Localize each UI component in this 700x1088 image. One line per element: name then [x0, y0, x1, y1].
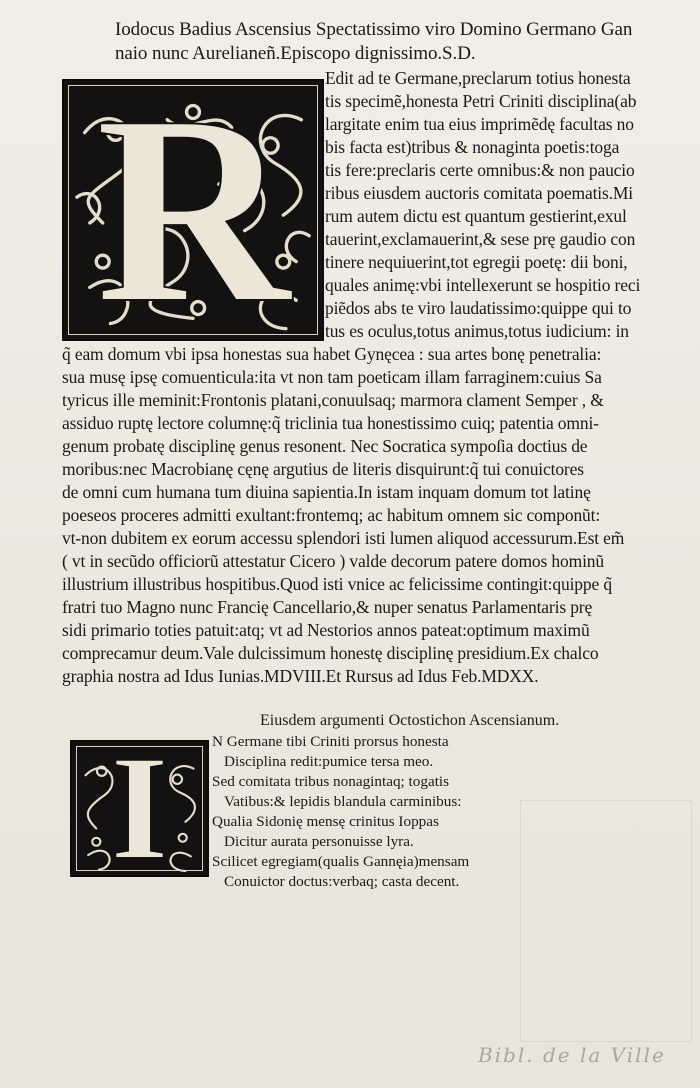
text-line: q̃ eam domum vbi ipsa honestas sua habet Gynęcea : sua artes bonę penetralia:	[62, 344, 602, 364]
letter-heading	[115, 18, 695, 66]
verse-line: Dicitur aurata personuisse lyra.	[224, 833, 414, 850]
initial-letter: R	[95, 79, 291, 341]
heading-line-1: Iodocus Badius Ascensius Spectatissimo viro Domino Germano Gan	[115, 19, 633, 40]
text-line: de omni cum humana tum diuina sapientia.In istam inquam domum tot latinę	[62, 482, 591, 502]
text-line: comprecamur deum.Vale dulcissimum honestę disciplinę presidium.Ex chalco	[62, 643, 599, 663]
text-line: tus es oculus,totus animus,totus iudicium: in	[325, 321, 629, 341]
text-line: rum autem dictu est quantum gestierint,exul	[325, 206, 627, 226]
text-line: poeseos proceres admitti exultant:frontemq; ac habitum omnem sic componũt:	[62, 505, 601, 525]
text-line: ribus eiusdem auctoris comitata poematis.Mi	[325, 183, 633, 203]
decorated-initial-r	[62, 79, 324, 341]
text-line: quales animę:vbi intellexerunt se hospitio reci	[325, 275, 641, 295]
decorated-initial-i	[70, 740, 209, 877]
text-line: vt-non dubitem ex eorum accessu splendori isti lumen aliquod accessurum.Est em̃	[62, 528, 625, 548]
text-line: largitate enim tua eius imprimẽdę facultas no	[325, 114, 634, 134]
text-line: assiduo ruptę lectore columnę:q̃ triclinia tua honestissimo cuiq; patentia omni-	[62, 413, 599, 433]
poem-title: Eiusdem argumenti Octostichon Ascensianum.	[260, 712, 560, 729]
verse-line: Vatibus:& lepidis blandula carminibus:	[224, 793, 462, 810]
text-line: tyricus ille meminit:Frontonis platani,conuulsaq; marmora clament Semper , &	[62, 390, 604, 410]
verse-line: N Germane tibi Criniti prorsus honesta	[212, 733, 449, 750]
verse-line: Scilicet egregiam(qualis Gannęia)mensam	[212, 853, 470, 870]
verse-line: Qualia Sidonię mensę crinitus Ioppas	[212, 813, 439, 830]
text-line: ( vt in secũdo officiorũ attestatur Cicero ) valde decorum patere domos hominũ	[62, 551, 604, 571]
text-line: fratri tuo Magno nunc Francię Cancellario,& nuper senatus Parlamentaris prę	[62, 597, 593, 617]
verse-line: Disciplina redit:pumice tersa meo.	[224, 753, 434, 770]
text-line: genum probatę disciplinę genus resonent. Nec Socratica sympoſia doctius de	[62, 436, 588, 456]
verse-line: Sed comitata tribus nonagintaq; togatis	[212, 773, 450, 790]
text-line: sidi primario toties patuit:atq; vt ad Nestorios annos pateat:optimum maximũ	[62, 620, 590, 640]
text-line: bis facta est)tribus & nonaginta poetis:toga	[325, 137, 620, 157]
text-line: graphia nostra ad Idus Iunias.MDVIII.Et Rursus ad Idus Feb.MDXX.	[62, 666, 539, 686]
text-line: tauerint,exclamauerint,& sese prę gaudio con	[325, 229, 636, 249]
text-line: Edit ad te Germane,preclarum totius honesta	[325, 68, 631, 88]
text-line: sua musę ipsę comuenticula:ita vt non tam poeticam illam farraginem:cuius Sa	[62, 367, 602, 387]
text-line: tis specimẽ,honesta Petri Criniti disciplina(ab	[325, 91, 637, 111]
show-through-mark	[520, 800, 692, 1042]
text-line: piẽdos abs te viro laudatissimo:quippe qui to	[325, 298, 632, 318]
heading-line-2: naio nunc Aurelianeñ.Episcopo dignissimo.S.D.	[115, 43, 476, 64]
text-line: tinere nequiuerint,tot egregii poetę: dii boni,	[325, 252, 628, 272]
library-stamp: Bibl. de la Ville	[478, 1043, 666, 1067]
text-line: tis fere:preclaris certe omnibus:& non paucio	[325, 160, 635, 180]
text-line: illustrium illustribus hospitibus.Quod isti vnice ac felicissime contingit:quippe q̃	[62, 574, 612, 594]
initial-letter: I	[110, 740, 169, 877]
text-line: moribus:nec Macrobianę cęnę argutius de literis disquirunt:q̃ tui conuictores	[62, 459, 584, 479]
verse-line: Conuictor doctus:verbaq; casta decent.	[224, 873, 460, 890]
